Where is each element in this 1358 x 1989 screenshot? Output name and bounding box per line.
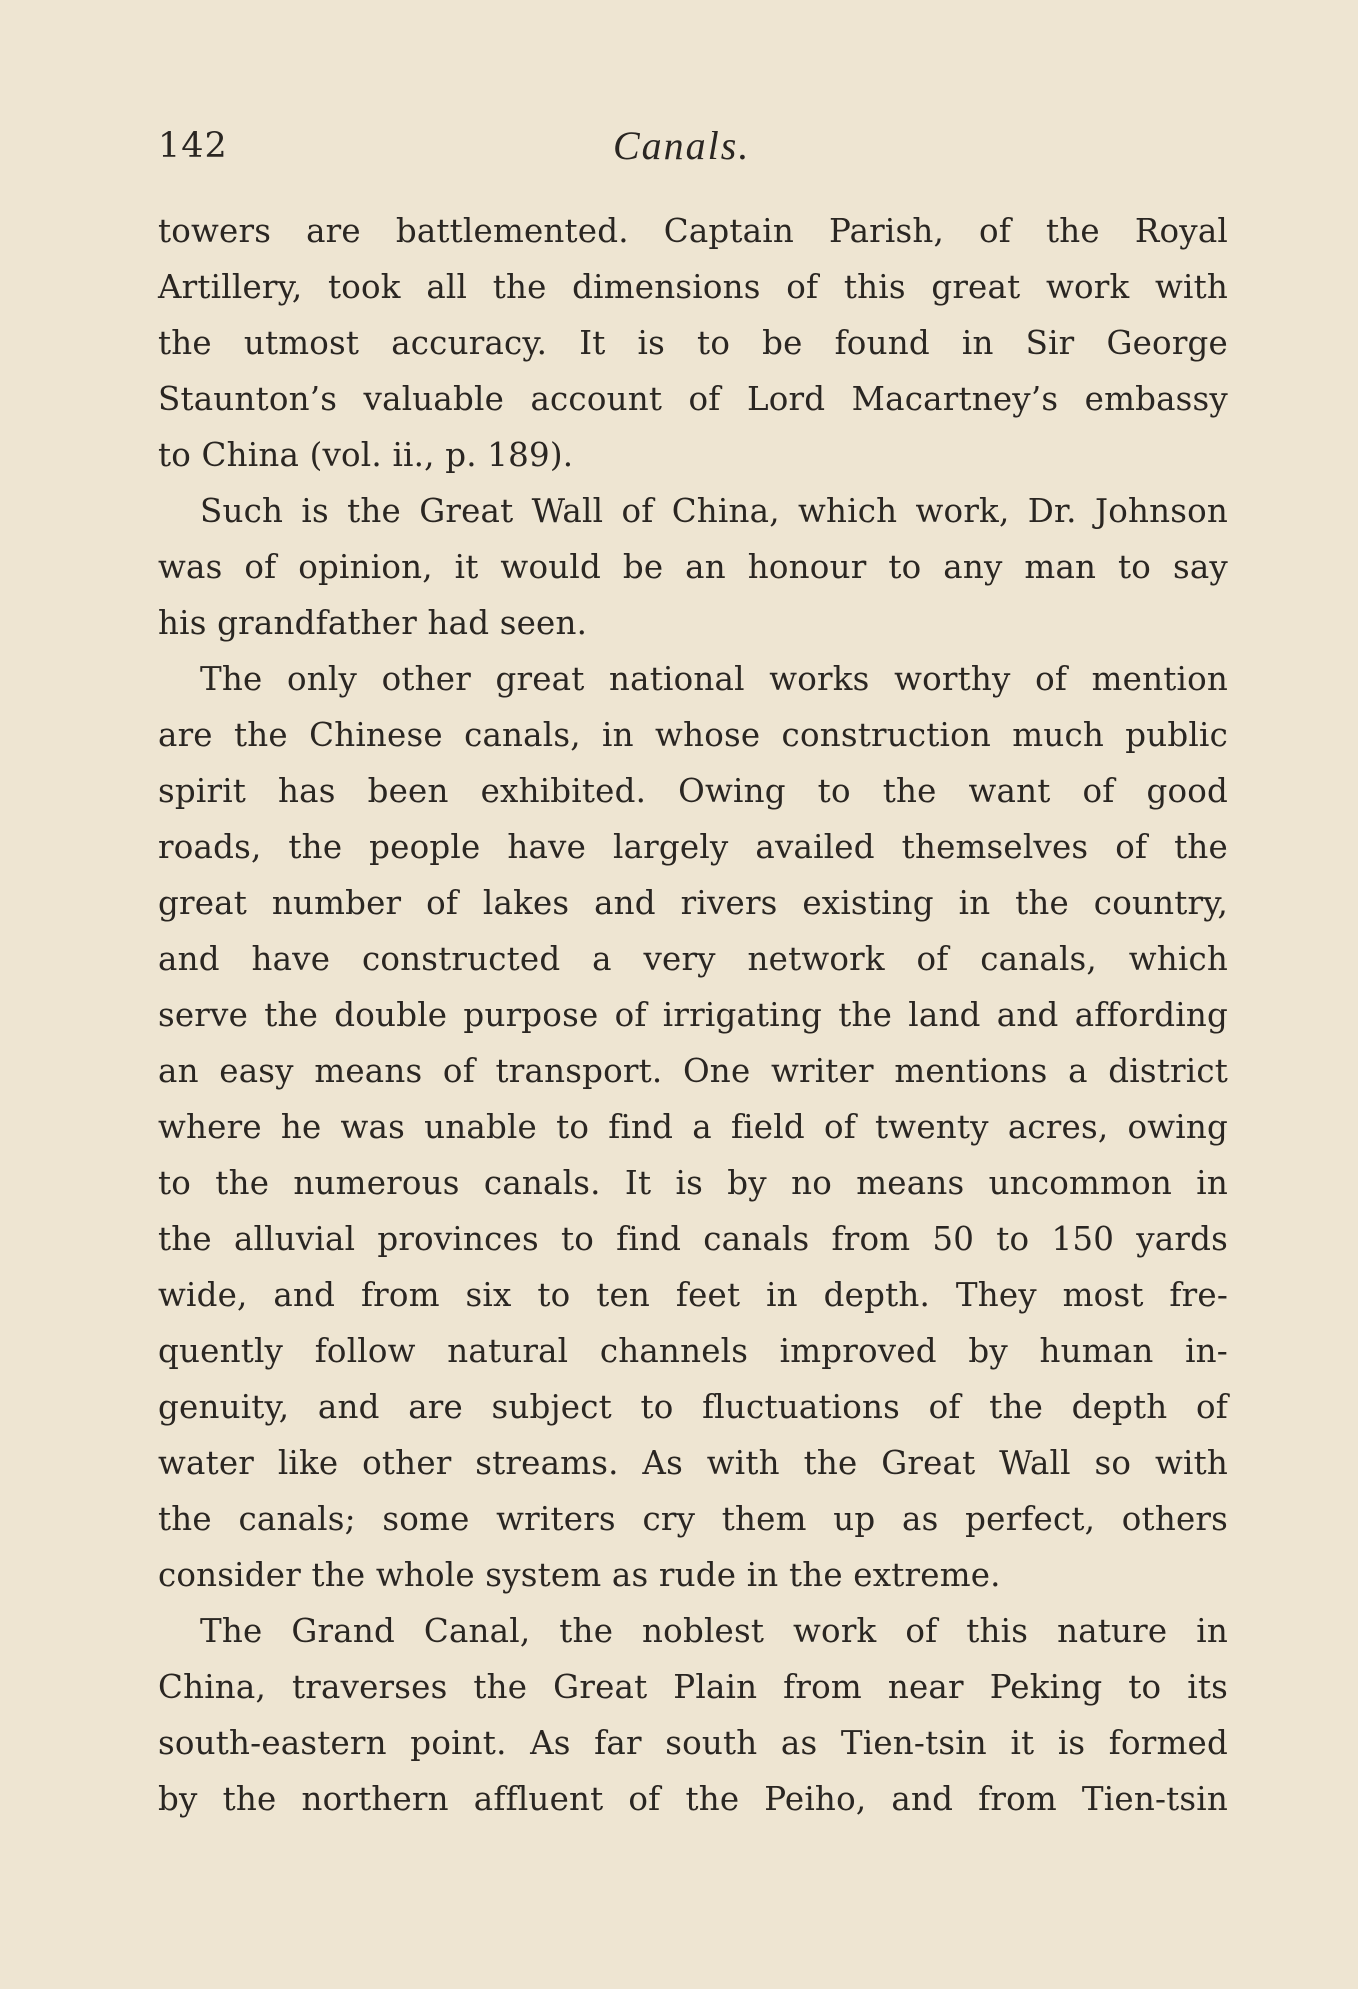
text-line: the utmost accuracy. It is to be found in Sir George (158, 324, 1228, 362)
text-line: the canals; some writers cry them up as perfect, others (158, 1500, 1228, 1538)
body-text (158, 203, 1228, 1827)
text-line: wide, and from six to ten feet in depth. They most fre- (158, 1276, 1228, 1314)
text-line: south-eastern point. As far south as Tien-tsin it is formed (158, 1724, 1228, 1762)
running-title: Canals. (613, 123, 751, 168)
text-line: roads, the people have largely availed themselves of the (158, 828, 1228, 866)
text-line: The only other great national works worthy of mention (200, 660, 1228, 698)
text-line: the alluvial provinces to find canals from 50 to 150 yards (158, 1220, 1228, 1258)
text-line: water like other streams. As with the Great Wall so with (158, 1444, 1228, 1482)
text-line: and have constructed a very network of canals, which (158, 940, 1228, 978)
text-line: where he was unable to find a field of twenty acres, owing (158, 1108, 1228, 1146)
text-line: to the numerous canals. It is by no means uncommon in (158, 1164, 1228, 1202)
text-line: consider the whole system as rude in the extreme. (158, 1556, 1001, 1594)
text-line: The Grand Canal, the noblest work of this nature in (200, 1612, 1228, 1650)
text-line: his grandfather had seen. (158, 604, 588, 642)
running-head (158, 118, 1228, 174)
page-number: 142 (158, 126, 228, 166)
text-line: an easy means of transport. One writer mentions a district (158, 1052, 1228, 1090)
text-line: spirit has been exhibited. Owing to the want of good (158, 772, 1228, 810)
text-line: genuity, and are subject to fluctuations of the depth of (158, 1388, 1228, 1426)
text-line: by the northern affluent of the Peiho, and from Tien-tsin (158, 1780, 1228, 1818)
text-line: Such is the Great Wall of China, which work, Dr. Johnson (200, 492, 1228, 530)
text-line: China, traverses the Great Plain from near Peking to its (158, 1668, 1228, 1706)
text-line: Staunton’s valuable account of Lord Macartney’s embassy (158, 380, 1228, 418)
text-line: great number of lakes and rivers existing in the country, (158, 884, 1228, 922)
text-line: was of opinion, it would be an honour to any man to say (158, 548, 1228, 586)
text-line: quently follow natural channels improved by human in- (158, 1332, 1228, 1370)
text-line: to China (vol. ii., p. 189). (158, 436, 574, 474)
text-line: towers are battlemented. Captain Parish, of the Royal (158, 212, 1228, 250)
text-line: Artillery, took all the dimensions of this great work with (158, 268, 1228, 306)
text-line: serve the double purpose of irrigating the land and affording (158, 996, 1228, 1034)
text-line: are the Chinese canals, in whose construction much public (158, 716, 1228, 754)
